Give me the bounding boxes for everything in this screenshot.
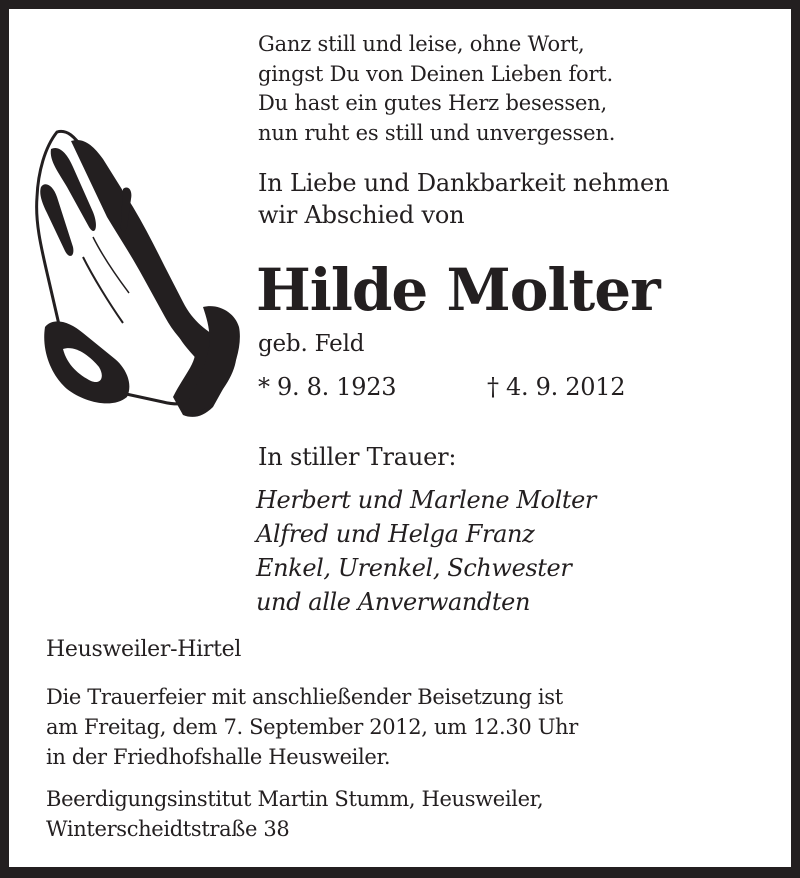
mourner-line: und alle Anverwandten [256, 588, 530, 616]
ceremony-info [46, 682, 578, 772]
birth-date: * 9. 8. 1923 [258, 373, 397, 401]
ceremony-line: Die Trauerfeier mit anschließender Beisetzung ist [46, 685, 563, 709]
undertaker-info [46, 784, 543, 844]
ceremony-line: in der Friedhofshalle Heusweiler. [46, 745, 391, 769]
poem-line: gingst Du von Deinen Lieben fort. [258, 61, 614, 86]
intro-line: In Liebe und Dankbarkeit nehmen [258, 169, 670, 197]
mourner-line: Enkel, Urenkel, Schwester [256, 554, 572, 582]
poem [258, 30, 615, 148]
farewell-intro [258, 167, 669, 231]
death-date: † 4. 9. 2012 [487, 373, 626, 401]
mourner-line: Alfred und Helga Franz [256, 520, 535, 548]
praying-hands-icon [23, 127, 243, 422]
undertaker-line: Winterscheidtstraße 38 [46, 817, 290, 841]
ceremony-line: am Freitag, dem 7. September 2012, um 12.30 Uhr [46, 715, 578, 739]
undertaker-line: Beerdigungsinstitut Martin Stumm, Heusweiler, [46, 787, 544, 811]
place: Heusweiler-Hirtel [46, 637, 242, 662]
maiden-name: geb. Feld [258, 331, 365, 357]
deceased-name: Hilde Molter [256, 256, 660, 324]
mourning-label: In stiller Trauer: [258, 443, 457, 471]
obituary-notice [9, 9, 791, 867]
intro-line: wir Abschied von [258, 201, 465, 229]
mourner-line: Herbert und Marlene Molter [256, 486, 596, 514]
poem-line: Du hast ein gutes Herz besessen, [258, 91, 607, 115]
mourners-list [256, 483, 596, 619]
poem-line: nun ruht es still und unvergessen. [258, 120, 616, 145]
poem-line: Ganz still und leise, ohne Wort, [258, 32, 585, 56]
